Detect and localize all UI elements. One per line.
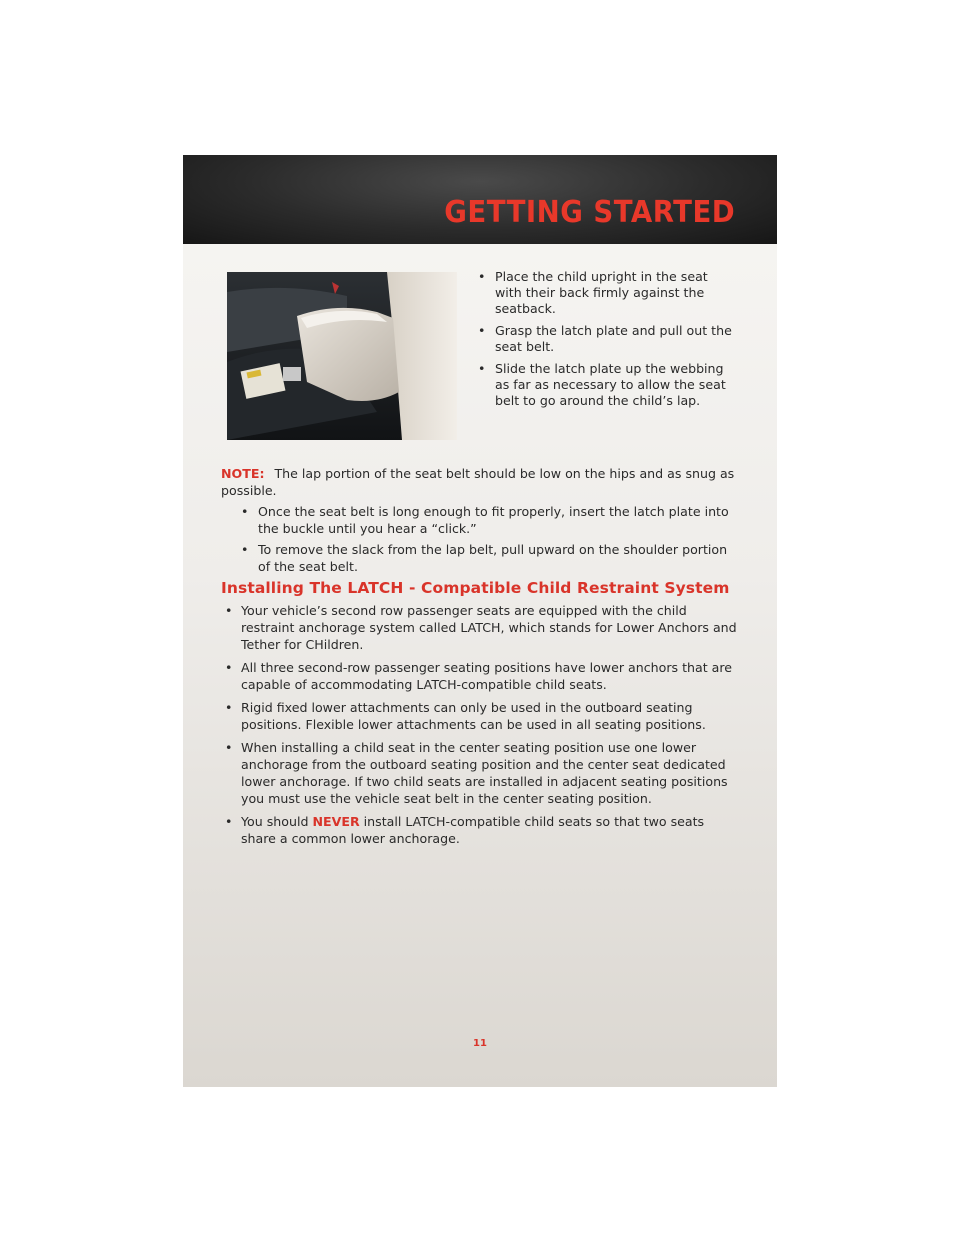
note-label: NOTE: — [221, 466, 265, 481]
emphasis-never: NEVER — [312, 814, 360, 829]
bullet-glyph: • — [225, 740, 233, 755]
page-number: 11 — [473, 1038, 487, 1049]
bullet-glyph: • — [478, 323, 486, 338]
list-item — [221, 503, 741, 537]
list-item-text: To remove the slack from the lap belt, pull upward on the shoulder portion of the seat belt. — [258, 542, 728, 574]
list-item — [466, 361, 736, 409]
list-item — [466, 269, 736, 317]
list-item-text: Once the seat belt is long enough to fit properly, insert the latch plate into the buckle until you hear a “click.” — [258, 504, 729, 536]
seat-armrest-photo — [227, 272, 457, 440]
list-item-text: Grasp the latch plate and pull out the seat belt. — [495, 323, 732, 354]
bullet-glyph: • — [478, 361, 486, 376]
note-text: The lap portion of the seat belt should be low on the hips and as snug as possible. — [221, 466, 735, 498]
list-item — [221, 813, 741, 847]
manual-page — [183, 155, 777, 1087]
list-item-text: When installing a child seat in the center seating position use one lower anchorage from the outboard seating position and the center seat dedicated lower anchorage. If two child seats are installed in adjacent seating positions you must use the vehicle seat belt in the center seating position. — [241, 740, 728, 806]
list-item — [221, 739, 741, 807]
note-bullet-list — [221, 503, 741, 579]
list-item — [466, 323, 736, 355]
list-item — [221, 541, 741, 575]
list-item-prefix: You should — [241, 814, 309, 829]
latch-bullet-list — [221, 602, 741, 853]
section-header-bar — [183, 155, 777, 244]
list-item-text: All three second-row passenger seating positions have lower anchors that are capable of accommodating LATCH-compatible child seats. — [241, 660, 733, 692]
right-bullet-list — [466, 269, 736, 415]
list-item — [221, 659, 741, 693]
list-item-text: Rigid fixed lower attachments can only be used in the outboard seating positions. Flexible lower attachments can be used in all seating positions. — [241, 700, 706, 732]
bullet-glyph: • — [241, 542, 249, 557]
bullet-glyph: • — [225, 660, 233, 675]
list-item — [221, 602, 741, 653]
bullet-glyph: • — [241, 504, 249, 519]
list-item-suffix: install LATCH-compatible child seats so that two seats share a common lower anchorage. — [241, 814, 705, 846]
section-title-getting-started: GETTING STARTED — [444, 195, 735, 230]
bullet-glyph: • — [225, 603, 233, 618]
section-heading-latch: Installing The LATCH - Compatible Child Restraint System — [221, 579, 730, 597]
list-item-text: Slide the latch plate up the webbing as far as necessary to allow the seat belt to go around the child’s lap. — [495, 361, 726, 408]
list-item-text: Place the child upright in the seat with their back firmly against the seatback. — [495, 269, 708, 316]
note-paragraph — [221, 465, 741, 499]
bullet-glyph: • — [225, 814, 233, 829]
seat-photo-illustration — [227, 272, 457, 440]
bullet-glyph: • — [478, 269, 486, 284]
list-item — [221, 699, 741, 733]
list-item-text: Your vehicle’s second row passenger seats are equipped with the child restraint anchorage system called LATCH, which stands for Lower Anchors and Tether for CHildren. — [241, 603, 737, 652]
bullet-glyph: • — [225, 700, 233, 715]
